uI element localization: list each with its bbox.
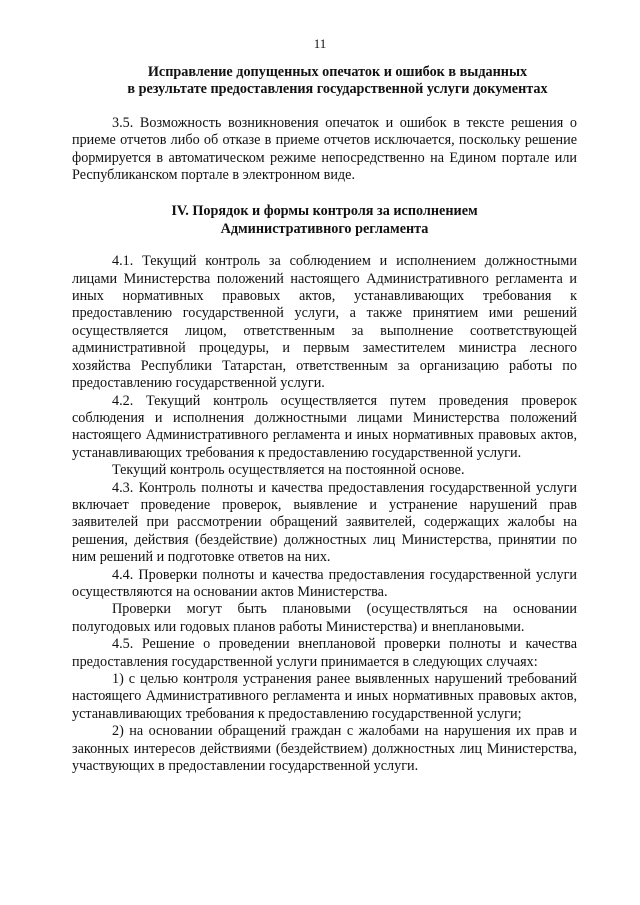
paragraph-inspections-types: Проверки могут быть плановыми (осуществляться на основании полугодовых или годовых планов работы Министерства) и внеплановыми.	[72, 601, 577, 635]
section-heading-iv-line2: Административного регламента	[220, 220, 429, 237]
paragraph-4-1: 4.1. Текущий контроль за соблюдением и исполнением должностными лицами Министерства положений настоящего Административного регламента и иных нормативных правовых актов, устанавливающих требования к предоставлению государственной услуги, а также принятием ими решений осуществляется лицом, ответственным за выполнение соответствующей административной процедуры, и первым заместителем министра лесного хозяйства Республики Татарстан, ответственным за организацию работы по предоставлению государственной услуги.	[72, 253, 577, 392]
paragraph-current-control: Текущий контроль осуществляется на постоянной основе.	[112, 462, 465, 479]
document-body	[72, 64, 577, 775]
section-heading-errors-line1: Исправление допущенных опечаток и ошибок в выданных	[147, 64, 528, 80]
paragraph-4-3: 4.3. Контроль полноты и качества предоставления государственной услуги включает проведение проверок, выявление и устранение нарушений прав заявителей при рассмотрении обращений заявителей, содержащих жалобы на решения, действия (бездействие) должностных лиц Министерства, принятии по ним решений и подготовке ответов на них.	[72, 479, 577, 566]
list-item-2: 2) на основании обращений граждан с жалобами на нарушения их прав и законных интересов действиями (бездействием) должностных лиц Министерства, участвующих в предоставлении государственной услуги.	[72, 723, 577, 775]
paragraph-4-4: 4.4. Проверки полноты и качества предоставления государственной услуги осуществляются на основании актов Министерства.	[72, 566, 577, 600]
paragraph-3-5: 3.5. Возможность возникновения опечаток и ошибок в тексте решения о приеме отчетов либо об отказе в приеме отчетов исключается, поскольку решение формируется в автоматическом режиме непосредственно на Едином портале или Республиканском портале в электронном виде.	[72, 114, 577, 184]
section-heading-errors-line2: в результате предоставления государственной услуги документах	[127, 81, 548, 98]
page-number: 11	[313, 36, 327, 51]
paragraph-4-5: 4.5. Решение о проведении внеплановой проверки полноты и качества предоставления государственной услуги принимается в следующих случаях:	[72, 636, 577, 670]
list-item-1: 1) с целью контроля устранения ранее выявленных нарушений требований настоящего Административного регламента и иных нормативных правовых актов, устанавливающих требования к предоставлению государственной услуги;	[72, 671, 577, 722]
section-heading-iv-line1: IV. Порядок и формы контроля за исполнением	[171, 203, 478, 220]
paragraph-4-2: 4.2. Текущий контроль осуществляется путем проведения проверок соблюдения и исполнения должностными лицами Министерства положений настоящего Административного регламента и иных нормативных правовых актов, устанавливающих требования к предоставлению государственной услуги.	[72, 392, 577, 461]
